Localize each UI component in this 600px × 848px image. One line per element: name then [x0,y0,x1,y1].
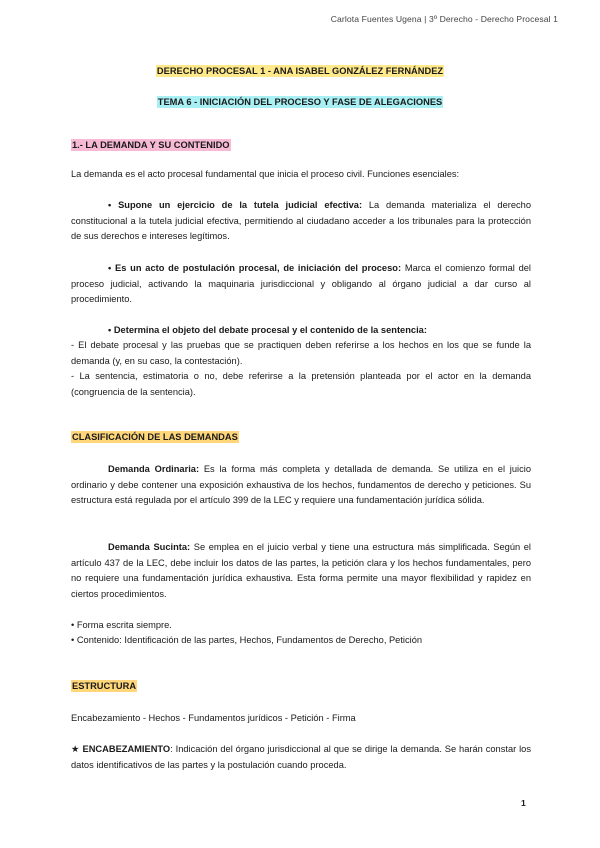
demanda-ordinaria [71,462,531,509]
section-heading-clasificacion [71,432,239,442]
estructura-parts: Encabezamiento - Hechos - Fundamentos jurídicos - Petición - Firma [71,713,356,723]
section-heading-estructura-text: ESTRUCTURA [72,681,137,691]
section-heading-clasificacion-text: CLASIFICACIÓN DE LAS DEMANDAS [72,432,238,442]
page-header: Carlota Fuentes Ugena | 3º Derecho - Derecho Procesal 1 [330,14,558,24]
bullet-objeto [71,323,531,339]
dash-sentencia: - La sentencia, estimatoria o no, debe referirse a la pretensión planteada por el actor en la demanda (congruencia de la sentencia). [71,371,531,397]
bullet-objeto-label: • Determina el objeto del debate procesal y el contenido de la sentencia: [108,325,427,335]
bullet-postulacion [71,261,531,308]
section-heading-estructura [71,681,137,691]
topic-title [0,97,600,107]
section-heading-demanda [71,140,231,150]
bullet-postulacion-text: Marca el comienzo formal del proceso judicial, activando la maquinaria jurisdiccional y obligando al órgano judicial a dar curso al procedimiento. [71,263,531,305]
list-contenido: • Contenido: Identificación de las partes, Hechos, Fundamentos de Derecho, Petición [71,635,423,645]
demanda-intro: La demanda es el acto procesal fundamental que inicia el proceso civil. Funciones esenciales: [71,169,460,179]
encabezamiento [71,742,531,773]
section-heading-demanda-text: 1.- LA DEMANDA Y SU CONTENIDO [72,140,230,150]
bullet-tutela-text: La demanda materializa el derecho constitucional a la tutela judicial efectiva, permitiendo al ciudadano acceder a los tribunales para la protección de sus derechos e intereses legítimos. [71,200,531,242]
demanda-ordinaria-label: Demanda Ordinaria: [108,464,200,474]
bullet-tutela [71,198,531,245]
bullet-tutela-label: • Supone un ejercicio de la tutela judicial efectiva: [108,200,363,210]
demanda-sucinta-text: Se emplea en el juicio verbal y tiene una estructura más simplificada. Según el artículo 437 de la LEC, debe incluir los datos de las partes, la petición clara y los hechos fundamentales, pero no requiere una fundamentación jurídica exhaustiva. Esta forma permite una mayor flexibilidad y rapidez en ciertos procedimientos. [71,542,532,599]
demanda-sucinta [71,540,531,602]
bullet-postulacion-label: • Es un acto de postulación procesal, de iniciación del proceso: [108,263,402,273]
page-number: 1 [521,798,526,808]
encabezamiento-text: : Indicación del órgano jurisdiccional al que se dirige la demanda. Se harán constar los datos identificativos de las partes y la postulación cuando proceda. [71,744,531,770]
demanda-ordinaria-text: Es la forma más completa y detallada de demanda. Se utiliza en el juicio ordinario y debe contener una exposición exhaustiva de los hechos, fundamentos de derecho y peticiones. Su estructura está regulada por el artículo 399 de la LEC y requiere una fundamentación jurídica sólida. [71,464,531,506]
dash-debate: - El debate procesal y las pruebas que se practiquen deben referirse a los hechos en los que se funde la demanda (y, en su caso, la contestación). [71,340,531,366]
demanda-sucinta-label: Demanda Sucinta: [108,542,191,552]
course-title-text: DERECHO PROCESAL 1 - ANA ISABEL GONZÁLEZ FERNÁNDEZ [156,66,444,76]
course-title [0,66,600,76]
topic-title-text: TEMA 6 - INICIACIÓN DEL PROCESO Y FASE DE ALEGACIONES [157,97,443,107]
list-forma: • Forma escrita siempre. [71,620,172,630]
encabezamiento-label: ★ ENCABEZAMIENTO [71,744,171,754]
